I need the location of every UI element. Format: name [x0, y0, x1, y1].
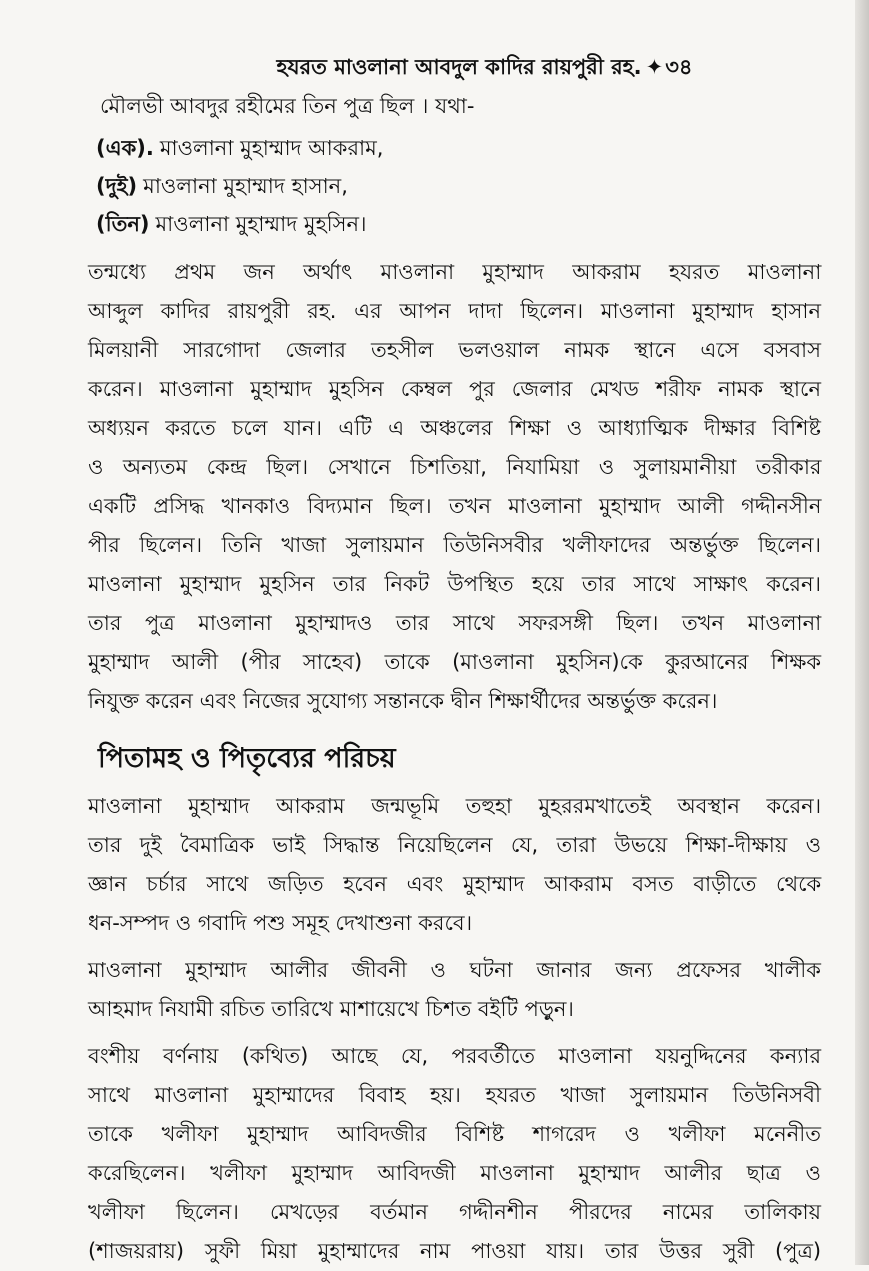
- son-list-item: [96, 167, 821, 205]
- paragraph-1: [88, 253, 821, 721]
- text-line: ও অন্যতম কেন্দ্র ছিল। সেখানে চিশতিয়া, নিযামিয়া ও সুলায়মানীয়া তরীকার: [88, 455, 822, 479]
- text-line: তার দুই বৈমাত্রিক ভাই সিদ্ধান্ত নিয়েছিলেন যে, তারা উভয়ে শিক্ষা-দীক্ষায় ও: [88, 833, 822, 857]
- text-line: নিযুক্ত করেন এবং নিজের সুযোগ্য সন্তানকে দ্বীন শিক্ষার্থীদের অন্তর্ভুক্ত করেন।: [88, 689, 718, 713]
- list-number: (এক).: [96, 136, 154, 160]
- text-line: মাওলানা মুহাম্মাদ আকরাম জন্মভূমি তহুহা মুহররমখাতেই অবস্থান করেন।: [88, 794, 822, 818]
- paragraph-4: [88, 1037, 821, 1271]
- text-line: বংশীয় বর্ণনায় (কথিত) আছে যে, পরবর্তীতে মাওলানা যয়নুদ্দিনের কন্যার: [88, 1044, 821, 1068]
- son-list-item: [96, 205, 821, 243]
- son-list-item: [96, 129, 821, 167]
- paragraph-2: [88, 787, 821, 943]
- text-line: আব্দুল কাদির রায়পুরী রহ. এর আপন দাদা ছিলেন। মাওলানা মুহাম্মাদ হাসান: [88, 299, 821, 323]
- text-line: পীর ছিলেন। তিনি খাজা সুলায়মান তিউনিসবীর খলীফাদের অন্তর্ভুক্ত ছিলেন।: [88, 533, 821, 557]
- text-line: করেছিলেন। খলীফা মুহাম্মাদ আবিদজী মাওলানা মুহাম্মাদ আলীর ছাত্র ও: [88, 1161, 821, 1185]
- section-heading: পিতামহ ও পিতৃব্যের পরিচয়: [98, 743, 396, 774]
- page-edge: [855, 0, 869, 1265]
- son-name: মাওলানা মুহাম্মাদ হাসান,: [143, 174, 348, 198]
- text-line: আহমাদ নিযামী রচিত তারিখে মাশায়েখে চিশত বইটি পড়ুন।: [88, 997, 574, 1021]
- running-header: [148, 52, 821, 82]
- text-line: একটি প্রসিদ্ধ খানকাও বিদ্যমান ছিল। তখন মাওলানা মুহাম্মাদ আলী গদ্দীনসীন: [88, 494, 822, 518]
- list-number: (দুই): [96, 174, 138, 198]
- text-line: (শাজয়রায়) সুফী মিয়া মুহাম্মাদের নাম পাওয়া যায়। তার উত্তর সুরী (পুত্র): [88, 1239, 822, 1263]
- text-line: অধ্যয়ন করতে চলে যান। এটি এ অঞ্চলের শিক্ষা ও আধ্যাত্মিক দীক্ষার বিশিষ্ট: [88, 416, 821, 440]
- list-number: (তিন): [96, 212, 150, 236]
- text-line: তার পুত্র মাওলানা মুহাম্মাদও তার সাথে সফরসঙ্গী ছিল। তখন মাওলানা: [88, 611, 822, 635]
- text-line: করেন। মাওলানা মুহাম্মাদ মুহসিন কেম্বল পুর জেলার মেখড শরীফ নামক স্থানে: [88, 377, 821, 401]
- text-line: তাকে খলীফা মুহাম্মাদ আবিদজীর বিশিষ্ট শাগরেদ ও খলীফা মনেনীত: [88, 1122, 821, 1146]
- intro-line: মৌলভী আবদুর রহীমের তিন পুত্র ছিল । যথা-: [100, 94, 475, 118]
- son-name: মাওলানা মুহাম্মাদ মুহসিন।: [155, 212, 367, 236]
- text-line: সাথে মাওলানা মুহাম্মাদের বিবাহ হয়। হযরত খাজা সুলায়মান তিউনিসবী: [88, 1083, 821, 1107]
- paragraph-3: [88, 951, 821, 1029]
- text-line: জ্ঞান চর্চার সাথে জড়িত হবেন এবং মুহাম্মাদ আকরাম বসত বাড়ীতে থেকে: [88, 872, 822, 896]
- text-line: মিলয়ানী সারগোদা জেলার তহসীল ভলওয়াল নামক স্থানে এসে বসবাস: [88, 338, 821, 362]
- page-number: ৩৪: [665, 55, 693, 79]
- text-line: খলীফা ছিলেন। মেখড়ের বর্তমান গদ্দীনশীন পীরদের নামের তালিকায়: [88, 1200, 821, 1224]
- text-line: ধন-সম্পদ ও গবাদি পশু সমূহ দেখাশুনা করবে।: [88, 911, 473, 935]
- text-line: মাওলানা মুহাম্মাদ আলীর জীবনী ও ঘটনা জানার জন্য প্রফেসর খালীক: [88, 958, 821, 982]
- running-header-title: হযরত মাওলানা আবদুল কাদির রায়পুরী রহ.: [276, 55, 642, 79]
- star-ornament-icon: ✦: [645, 55, 664, 79]
- son-name: মাওলানা মুহাম্মাদ আকরাম,: [159, 136, 384, 160]
- text-line: মাওলানা মুহাম্মাদ মুহসিন তার নিকট উপস্থিত হয়ে তার সাথে সাক্ষাৎ করেন।: [88, 572, 821, 596]
- text-line: তন্মধ্যে প্রথম জন অর্থাৎ মাওলানা মুহাম্মাদ আকরাম হযরত মাওলানা: [88, 260, 822, 284]
- text-line: মুহাম্মাদ আলী (পীর সাহেব) তাকে (মাওলানা মুহসিন)কে কুরআনের শিক্ষক: [88, 650, 822, 674]
